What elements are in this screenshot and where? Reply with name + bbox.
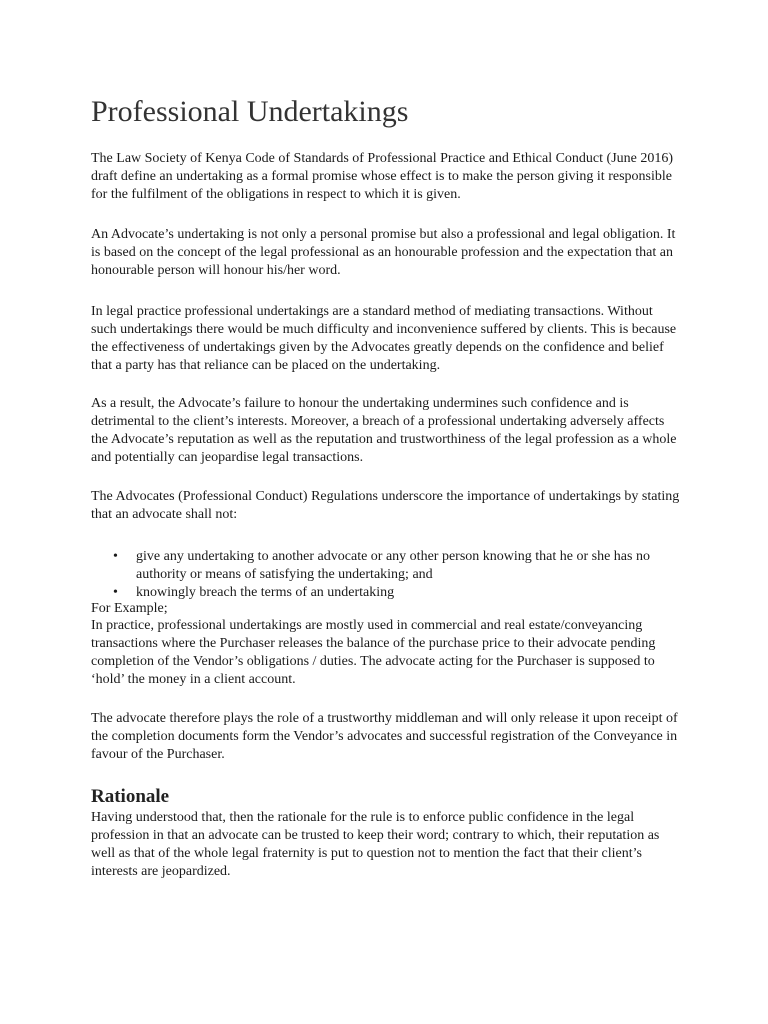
list-item-text: knowingly breach the terms of an undertaking bbox=[136, 585, 395, 600]
undertaking-rules-list bbox=[91, 548, 691, 602]
paragraph-definition: The Law Society of Kenya Code of Standards of Professional Practice and Ethical Conduct (June 2016) draft define an undertaking as a formal promise whose effect is to make the person giving it responsible for the fulfilment of the obligations in respect to which it is given. bbox=[91, 151, 674, 202]
paragraph-middleman: The advocate therefore plays the role of a trustworthy middleman and will only release it upon receipt of the completion documents form the Vendor’s advocates and successful registration of the Conveyance in favour of the Purchaser. bbox=[91, 711, 678, 762]
list-item-text: give any undertaking to another advocate or any other person knowing that he or she has no authority or means of satisfying the undertaking; and bbox=[136, 549, 650, 582]
paragraph-legal-practice: In legal practice professional undertakings are a standard method of mediating transactions. Without such undertakings there would be much difficulty and inconvenience suffered by clients. This is because the effectiveness of undertakings given by the Advocates greatly depends on the confidence and belief that a party has that reliance can be placed on the undertaking. bbox=[91, 304, 677, 373]
bullet-icon: • bbox=[113, 585, 118, 600]
paragraph-rationale: Having understood that, then the rationale for the rule is to enforce public confidence in the legal profession in that an advocate can be trusted to keep their word; contrary to which, their reputation as well as that of the whole legal fraternity is put to question not to mention the fact that their client’s interests are jeopardized. bbox=[91, 810, 660, 879]
bullet-icon: • bbox=[113, 549, 118, 564]
page-title: Professional Undertakings bbox=[91, 95, 409, 128]
list-item bbox=[91, 548, 691, 584]
section-heading-rationale: Rationale bbox=[91, 786, 170, 807]
example-label: For Example; bbox=[91, 601, 168, 616]
paragraph-advocate-undertaking: An Advocate’s undertaking is not only a personal promise but also a professional and legal obligation. It is based on the concept of the legal professional as an honourable profession and the expectation that an honourable person will honour his/her word. bbox=[91, 227, 676, 278]
paragraph-regulations: The Advocates (Professional Conduct) Regulations underscore the importance of undertakings by stating that an advocate shall not: bbox=[91, 489, 680, 522]
paragraph-example: In practice, professional undertakings are mostly used in commercial and real estate/conveyancing transactions where the Purchaser releases the balance of the purchase price to their advocate pending completion of the Vendor’s obligations / duties. The advocate acting for the Purchaser is supposed to ‘hold’ the money in a client account. bbox=[91, 618, 656, 687]
paragraph-failure-consequences: As a result, the Advocate’s failure to honour the undertaking undermines such confidence and is detrimental to the client’s interests. Moreover, a breach of a professional undertaking adversely affects the Advocate’s reputation as well as the reputation and trustworthiness of the legal profession as a whole and potentially can jeopardise legal transactions. bbox=[91, 396, 677, 465]
